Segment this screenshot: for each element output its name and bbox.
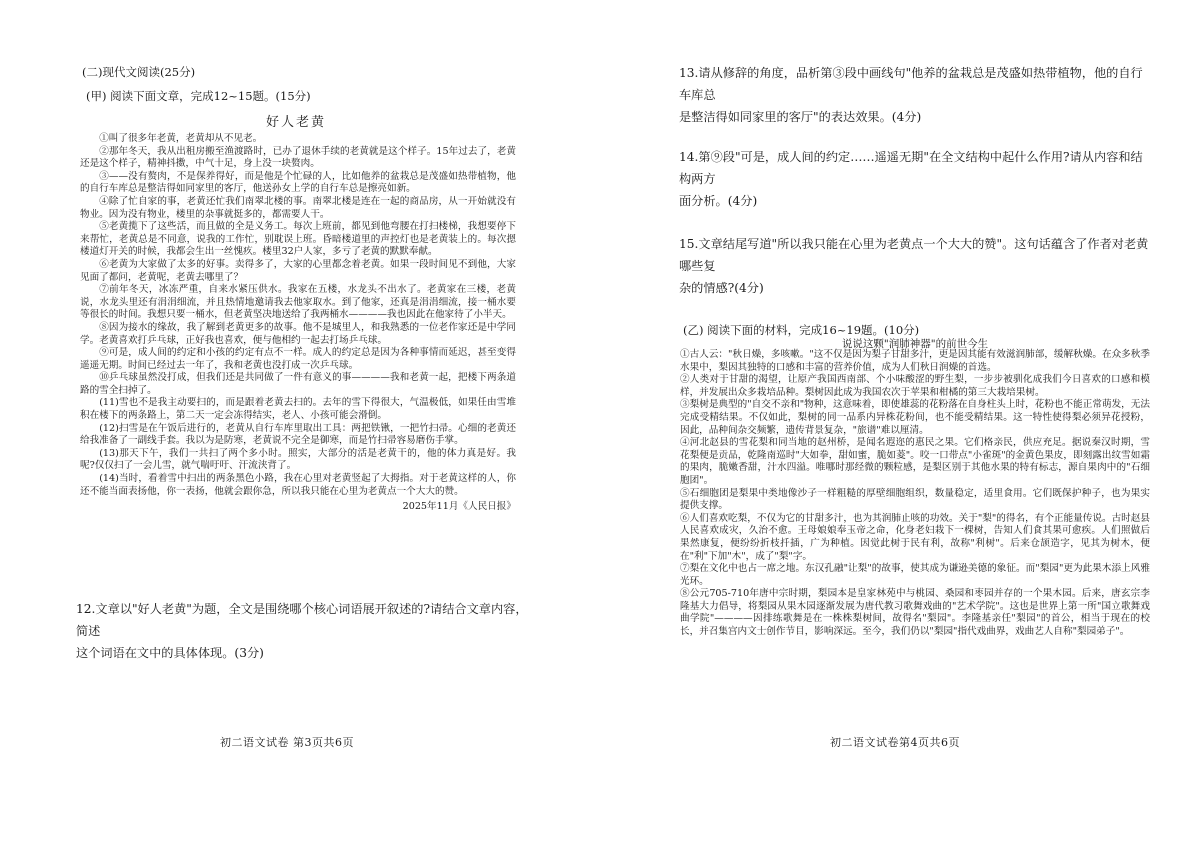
paragraph: ③——没有赘肉，不是保养得好，而是他是个忙碌的人，比如他养的盆栽总是茂盛如热带植物，他的自行车库总是整洁得如同家里的客厅，他送孙女上学的自行车总是擦亮如新。 <box>80 170 516 195</box>
paragraph: ⑧因为接水的缘故，我了解到老黄更多的故事。他不是城里人，和我熟悉的一位老作家还是中学同学。老黄喜欢打乒乓球，正好我也喜欢，便与他相约一起去打场乒乓球。 <box>80 321 516 346</box>
question-12-line-1: 12.文章以"好人老黄"为题，全文是围绕哪个核心词语展开叙述的?请结合文章内容，简述 <box>76 602 528 638</box>
question-14 <box>679 146 1149 212</box>
paragraph: ①叫了很多年老黄，老黄却从不见老。 <box>99 133 263 144</box>
page-footer-left: 初二语文试卷 第3页共6页 <box>220 736 354 749</box>
paragraph: ③梨树是典型的"自交不亲和"物种，这意味着，即使雄蕊的花粉落在自身柱头上时，花粉也不能正常萌发，无法完成受精结果。不仅如此，梨树的同一品系内异株花粉间，也不能受精结果。这一特性使得梨必须异花授粉，因此，品种间杂交频繁，遗传背景复杂，"旅谱"难以厘清。 <box>680 399 1150 436</box>
question-13-line-1: 13.请从修辞的角度，品析第③段中画线句"他养的盆栽总是茂盛如热带植物，他的自行车库总 <box>679 66 1143 102</box>
section-title: (二)现代文阅读(25分) <box>82 65 196 79</box>
paragraph: ①古人云："秋日燥，多咳嗽。"这不仅是因为梨子甘甜多汁，更是因其能有效滋润肺部，缓解秋燥。在众多秋季水果中，梨因其独特的口感和丰富的营养价值，成为人们秋日润燥的首选。 <box>680 349 1150 373</box>
paragraph: ④河北赵县的雪花梨和同当地的赵州桥，是闻名遐迩的惠民之果。它们格亲民，供应充足。据说秦汉时期，雪花梨便是贡品，乾隆南巡时"大如拳，甜如蜜，脆如菱"。咬一口带点"小雀斑"的金黄色果皮，即刻露出纹雪如霜的果肉，脆嫩香甜，汁水四溢。唯哪时那经微的颗粒感，是梨区别于其他水果的特有标志，源自果肉中的"石细胞团"。 <box>680 437 1150 486</box>
question-15-line-1: 15.文章结尾写道"所以我只能在心里为老黄点一个大大的赞"。这句话蕴含了作者对老黄哪些复 <box>679 237 1149 273</box>
right-page <box>600 0 1200 849</box>
article-title-a: 好人老黄 <box>265 115 326 130</box>
paragraph: ⑨可是，成人间的约定和小孩的约定有点不一样。成人的约定总是因为各种事情而延迟，甚至变得遥遥无期。时间已经过去一年了，我和老黄也没打成一次乒乓球。 <box>80 347 516 371</box>
paragraph: ⑧公元705-710年唐中宗时期，梨园本是皇家林苑中与桃园、桑园和枣园并存的一个果木园。后来，唐玄宗李隆基大力倡导，将梨园从果木园逐渐发展为唐代教习歌舞戏曲的"艺术学院"。这也是世界上第一所"国立歌舞戏曲学院"————因排练歌舞是在一株株梨树间，故得名"梨园"。李隆基亲任"梨园"的首公，相当于现在的校长，并召集宫内文士创作节目，影响深远。至今，我们仍以"梨园"指代戏曲界，戏曲艺人自称"梨园弟子"。 <box>680 588 1150 638</box>
question-13 <box>679 62 1149 128</box>
paragraph: ④除了忙自家的事，老黄还忙我们南翠北楼的事。南翠北楼是连在一起的商品房，从一开始就没有物业。因为没有物业，楼里的杂事就挺多的，都需要人干。 <box>80 195 516 220</box>
paragraph: ⑩乒乓球虽然没打成，但我们还是共同做了一件有意义的事————我和老黄一起，把楼下两条道路的雪全扫掉了。 <box>80 372 516 396</box>
paragraph: ⑦梨在文化中也占一席之地。东汉孔融"让梨"的故事，使其成为谦逊美德的象征。而"梨园"更为此果木添上风雅光环。 <box>680 563 1150 587</box>
paragraph: ⑤石细胞团是梨果中类地像沙子一样粗糙的厚壁细胞组织，数量稳定，适里食用。它们既保护种子，也为果实提供支撑。 <box>680 487 1150 512</box>
paragraph: ⑥老黄为大家做了太多的好事。卖得多了，大家的心里都念着老黄。如果一段时间见不到他，大家见面了都问，老黄呢，老黄去哪里了？ <box>80 258 516 283</box>
sub-heading-b: (乙) 阅读下面的材料，完成16~19题。(10分) <box>683 323 920 337</box>
question-15-line-2: 杂的情感?(4分) <box>679 281 764 295</box>
sub-heading-a: (甲) 阅读下面文章，完成12~15题。(15分) <box>86 89 311 103</box>
paragraph: (11)雪也不是我主动要扫的，而是跟着老黄去扫的。去年的雪下得很大，气温极低，如果任由雪堆积在楼下的两条路上，第二天一定会冻得结实，老人、小孩可能会滑倒。 <box>80 397 516 422</box>
paragraph: ②那年冬天，我从出租房搬至渔渡路时，已办了退休手续的老黄就是这个样子。15年过去了，老黄还是这个样子，精神抖擞，中气十足，身上没一块赘肉。 <box>80 145 516 170</box>
question-13-line-2: 是整洁得如同家里的客厅"的表达效果。(4分) <box>679 110 922 124</box>
question-12 <box>76 598 536 664</box>
question-15 <box>679 233 1149 299</box>
paragraph: ⑦前年冬天，冰冻严重，自来水紧压供水。我家在五楼，水龙头不出水了。老黄家在三楼，老黄说，水龙头里还有涓涓细流，并且热情地邀请我去他家取水。到了他家，还真是涓涓细流，接一桶水要等很长的时间。我想只要一桶水，但老黄坚决地送给了我两桶水————我也因此在他家待了小半天。 <box>80 284 516 321</box>
page-footer-right: 初二语文试卷第4页共6页 <box>830 736 960 749</box>
paragraph: ⑤老黄揽下了这些活，而且做的全是义务工。每次上班前，都见到他弯腰在打扫楼梯，我想要停下来帮忙，老黄总是不同意，说我的工作忙，别耽误上班。昏暗楼道里的声控灯也是老黄装上的。每次摁楼道灯开关的时候，我都会生出一丝愧疚。楼里32户人家，多亏了老黄的默默奉献。 <box>80 221 516 258</box>
paragraph: (13)那天下午，我们一共扫了两个多小时。照实，大部分的活是老黄干的，他的体力真是好。我呢?仅仅扫了一会儿雪，就气喘吁吁、汗流浃背了。 <box>80 447 516 472</box>
question-14-line-1: 14.第⑨段"可是，成人间的约定……遥遥无期"在全文结构中起什么作用?请从内容和结构两方 <box>679 150 1143 186</box>
paragraph: ⑥人们喜欢吃梨，不仅为它的甘甜多汁，也为其润肺止咳的功效。关于"梨"的得名，有个正能量传说。古时赵县人民喜欢成灾，久治不愈。王母娘娘奉玉帝之命，化身老妇栽下一棵树，告知人们食其果可愈疾。人们照做后果然康复，便纷纷折枝扦插，广为种植。因觉此树于民有利，故称"利树"。后来仓颉造字，见其为树木，便在"利"下加"木"，成了"梨"字。 <box>680 512 1150 562</box>
article-source: 2025年11月《人民日报》 <box>402 501 516 513</box>
paragraph: (14)当时，看着雪中扫出的两条黑色小路，我在心里对老黄竖起了大拇指。对于老黄这样的人，你还不能当面表扬他，你一表扬，他就会跟你急，所以我只能在心里为老黄点一个大大的赞。 <box>80 473 516 497</box>
question-12-line-2: 这个词语在文中的具体体现。(3分) <box>76 646 264 660</box>
article-body-b <box>680 349 1150 639</box>
paragraph: (12)扫雪是在午饭后进行的，老黄从自行车库里取出工具：两把铁锹，一把竹扫帚。心细的老黄还给我准备了一副线手套。我以为是防寒，老黄说不完全是御寒，而是竹扫帚容易磨伤手掌。 <box>80 422 516 447</box>
article-title-b: 说说这颗"润肺神器"的前世今生 <box>841 338 989 350</box>
question-14-line-2: 面分析。(4分) <box>679 194 758 208</box>
article-body-a <box>80 133 516 512</box>
paragraph: ②人类对于甘甜的渴望，让原产我国西南部、个小味酸涩的野生梨，一步步被驯化成我们今日喜欢的口感和模样，并发展出众多栽培品种。梨树因此成为我国农次于苹果和柑橘的第三大栽培果树。 <box>680 374 1150 398</box>
